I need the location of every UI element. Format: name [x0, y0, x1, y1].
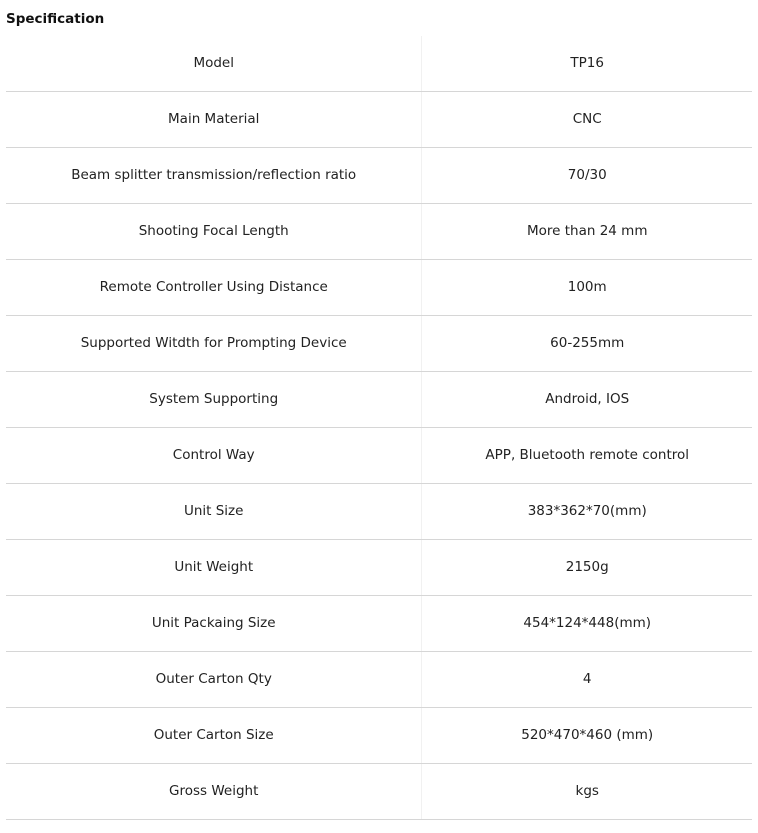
spec-label: Control Way [6, 428, 422, 483]
spec-value: CNC [572, 111, 602, 127]
spec-label: Unit Size [6, 484, 422, 539]
spec-value: APP, Bluetooth remote control [485, 447, 690, 463]
spec-value: 100m [567, 279, 607, 295]
spec-table [6, 36, 752, 820]
spec-label: Main Material [6, 92, 422, 147]
table-row [6, 204, 752, 260]
table-row [6, 428, 752, 484]
spec-label: Supported Witdth for Prompting Device [6, 316, 422, 371]
spec-label: Shooting Focal Length [6, 204, 422, 259]
table-row [6, 764, 752, 820]
table-row [6, 596, 752, 652]
spec-label: Model [6, 36, 422, 91]
table-row [6, 316, 752, 372]
table-row [6, 92, 752, 148]
spec-value: 4 [582, 671, 592, 687]
table-row [6, 708, 752, 764]
spec-value: 383*362*70(mm) [527, 503, 647, 519]
table-row [6, 372, 752, 428]
spec-label: Gross Weight [6, 764, 422, 819]
table-row [6, 148, 752, 204]
spec-value: 2150g [565, 559, 609, 575]
table-row [6, 484, 752, 540]
table-row [6, 260, 752, 316]
spec-value: 60-255mm [550, 335, 625, 351]
spec-label: Unit Packaing Size [6, 596, 422, 651]
page-title: Specification [6, 11, 105, 27]
table-row [6, 652, 752, 708]
table-row [6, 36, 752, 92]
spec-label: Beam splitter transmission/reflection ratio [6, 148, 422, 203]
spec-label: Remote Controller Using Distance [6, 260, 422, 315]
spec-label: Outer Carton Size [6, 708, 422, 763]
spec-value: 520*470*460 (mm) [521, 727, 654, 743]
table-row [6, 540, 752, 596]
spec-value: 454*124*448(mm) [523, 615, 652, 631]
spec-label: System Supporting [6, 372, 422, 427]
spec-value: More than 24 mm [526, 223, 648, 239]
spec-value: 70/30 [567, 167, 607, 183]
spec-value: TP16 [570, 55, 604, 71]
spec-label: Unit Weight [6, 540, 422, 595]
spec-value: Android, IOS [545, 391, 630, 407]
spec-label: Outer Carton Qty [6, 652, 422, 707]
spec-value: kgs [575, 783, 599, 799]
